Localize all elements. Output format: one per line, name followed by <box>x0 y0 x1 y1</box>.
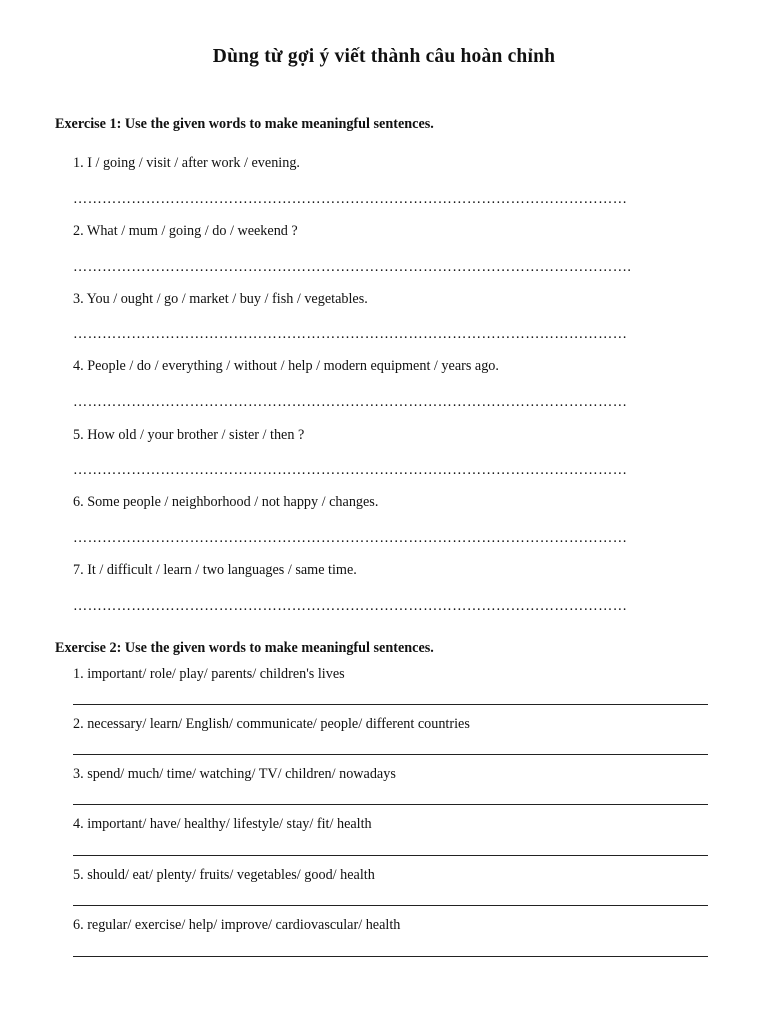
answer-underline[interactable] <box>73 956 708 957</box>
answer-underline[interactable] <box>73 855 708 856</box>
exercise-1-item: 1. I / going / visit / after work / evening. <box>73 155 300 171</box>
exercise-1-item: 6. Some people / neighborhood / not happy / changes. <box>73 494 379 510</box>
exercise-1-item: 3. You / ought / go / market / buy / fish / vegetables. <box>73 291 368 307</box>
answer-dotted-line[interactable]: …………………………………………………………………………………………………… <box>73 326 628 342</box>
exercise-2-item: 5. should/ eat/ plenty/ fruits/ vegetables/ good/ health <box>73 867 375 883</box>
answer-dotted-line[interactable]: …………………………………………………………………………………………………… <box>73 394 628 410</box>
exercise-2-item: 2. necessary/ learn/ English/ communicate/ people/ different countries <box>73 716 470 732</box>
exercise-2-item: 4. important/ have/ healthy/ lifestyle/ stay/ fit/ health <box>73 816 372 832</box>
worksheet-title: Dùng từ gợi ý viết thành câu hoàn chỉnh <box>212 46 556 67</box>
exercise-1-item: 7. It / difficult / learn / two languages / same time. <box>73 562 357 578</box>
answer-underline[interactable] <box>73 905 708 906</box>
answer-dotted-line[interactable]: …………………………………………………………………………………………………… <box>73 598 628 614</box>
answer-underline[interactable] <box>73 804 708 805</box>
answer-dotted-line[interactable]: …………………………………………………………………………………………………… <box>73 191 628 207</box>
exercise-1-item: 5. How old / your brother / sister / then ? <box>73 427 305 443</box>
answer-underline[interactable] <box>73 704 708 705</box>
exercise-2-item: 6. regular/ exercise/ help/ improve/ cardiovascular/ health <box>73 917 401 933</box>
exercise-2-heading: Exercise 2: Use the given words to make meaningful sentences. <box>55 640 434 656</box>
answer-underline[interactable] <box>73 754 708 755</box>
answer-dotted-line[interactable]: …………………………………………………………………………………………………… <box>73 530 628 546</box>
exercise-2-item: 3. spend/ much/ time/ watching/ TV/ children/ nowadays <box>73 766 396 782</box>
exercise-1-item: 4. People / do / everything / without / help / modern equipment / years ago. <box>73 358 499 374</box>
answer-dotted-line[interactable]: …………………………………………………………………………………………………… <box>73 462 628 478</box>
exercise-1-item: 2. What / mum / going / do / weekend ? <box>73 223 298 239</box>
answer-dotted-line[interactable]: ……………………………………………………………………………………………………. <box>73 259 632 275</box>
exercise-2-item: 1. important/ role/ play/ parents/ children's lives <box>73 666 345 682</box>
exercise-1-heading: Exercise 1: Use the given words to make meaningful sentences. <box>55 116 434 132</box>
